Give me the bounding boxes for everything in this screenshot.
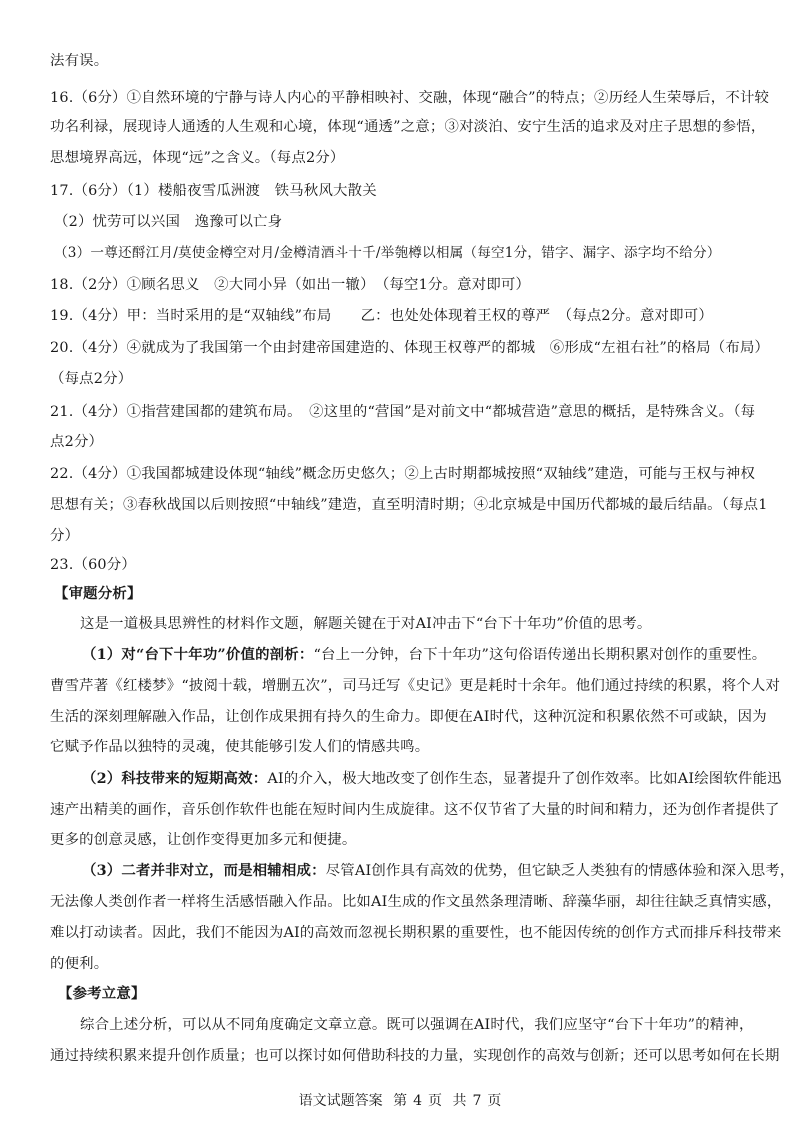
- footer-title: 语文试题答案: [298, 1093, 383, 1109]
- paragraph-line: 更多的创意灵感，让创作变得更加多元和便捷。: [50, 832, 357, 848]
- page-footer: [0, 1092, 800, 1110]
- answer-21-line-1: 21.（4分）①指营建国都的建筑布局。 ②这里的“营国”是对前文中“都城营造”意思的概括，是特殊含义。（每: [50, 404, 756, 420]
- answer-18: 18.（2分）①顾名思义 ②大同小异（如出一辙） （每空1分。意对即可）: [50, 277, 531, 293]
- paragraph-line: 生活的深刻理解融入作品，让创作成果拥有持久的生命力。即便在AI时代，这种沉淀和积累依然不可或缺，因为: [50, 709, 767, 725]
- answer-19: 19.（4分）甲：当时采用的是“双轴线”布局 乙：也处处体现着王权的尊严 （每点2分。意对即可）: [50, 308, 713, 324]
- footer-total-pages: 7: [472, 1093, 482, 1109]
- paragraph-line: [82, 770, 782, 788]
- point-1-text: “台上一分钟，台下十年功”这句俗语传递出长期积累对创作的重要性。: [313, 647, 767, 663]
- paragraph-line: [82, 862, 795, 880]
- answer-23-heading: 23.（60分）: [50, 557, 136, 573]
- paragraph-line: 曹雪芹著《红楼梦》“披阅十载，增删五次”，司马迁写《史记》更是耗时十余年。他们通过持续的积累，将个人对: [50, 678, 781, 694]
- paragraph-line: [82, 646, 767, 664]
- answer-22-line-1: 22.（4分）①我国都城建设体现“轴线”概念历史悠久；②上古时期都城按照“双轴线”建造，可能与王权与神权: [50, 466, 756, 482]
- footer-total-prefix: 共: [452, 1093, 467, 1109]
- paragraph-line: 速产出精美的画作，音乐创作软件也能在短时间内生成旋律。这不仅节省了大量的时间和精力，还为创作者提供了: [50, 802, 780, 818]
- paragraph-line: 这是一道极具思辨性的材料作文题，解题关键在于对AI冲击下“台下十年功”价值的思考。: [80, 616, 652, 632]
- paragraph-line: 无法像人类创作者一样将生活感悟融入作品。比如AI生成的作文虽然条理清晰、辞藻华丽，却往往缺乏真情实感，: [50, 894, 782, 910]
- answer-22-line-2: 思想有关；③春秋战国以后则按照“中轴线”建造，直至明清时期；④北京城是中国历代都城的最后结晶。（每点1: [50, 497, 768, 513]
- section-heading-analysis: 【审题分析】: [54, 585, 142, 602]
- paragraph-line: 综合上述分析，可以从不同角度确定文章立意。既可以强调在AI时代，我们应坚守“台下十年功”的精神，: [80, 1017, 754, 1033]
- section-heading-theme: 【参考立意】: [58, 985, 146, 1002]
- answer-17-line-2: （2）忧劳可以兴国 逸豫可以亡身: [54, 214, 283, 230]
- paragraph-line: 难以打动读者。因此，我们不能因为AI的高效而忽视长期积累的重要性，也不能因传统的创作方式而排斥科技带来: [50, 925, 782, 941]
- point-2-text: AI的介入，极大地改变了创作生态，显著提升了创作效率。比如AI绘图软件能迅: [267, 771, 782, 787]
- answer-20-line-1: 20.（4分）④就成为了我国第一个由封建帝国建造的、体现王权尊严的都城 ⑥形成“左祖右社”的格局（布局）: [50, 340, 770, 356]
- answer-22-line-3: 分）: [50, 528, 80, 544]
- footer-total-unit: 页: [487, 1093, 502, 1109]
- footer-page-unit: 页: [428, 1093, 442, 1109]
- answer-16-line-2: 功名利禄，展现诗人通透的人生观和心境，体现“通透”之意；③对淡泊、安宁生活的追求及对庄子思想的参悟，: [50, 119, 766, 135]
- answer-21-line-2: 点2分）: [50, 434, 104, 450]
- footer-page-number: 4: [413, 1093, 422, 1109]
- point-3-heading: （3）二者并非对立，而是相辅相成：: [82, 862, 326, 879]
- answer-20-line-2: （每点2分）: [50, 371, 133, 387]
- point-3-text: 尽管AI创作具有高效的优势，但它缺乏人类独有的情感体验和深入思考，: [325, 863, 795, 879]
- point-1-heading: （1）对“台下十年功”价值的剖析：: [82, 646, 314, 663]
- paragraph-line: 的便利。: [50, 956, 109, 972]
- paragraph-line: 通过持续积累来提升创作质量；也可以探讨如何借助科技的力量，实现创作的高效与创新；还可以思考如何在长期: [50, 1048, 780, 1064]
- footer-page-prefix: 第: [393, 1093, 408, 1109]
- point-2-heading: （2）科技带来的短期高效：: [82, 770, 268, 787]
- answer-16-line-1: 16.（6分）①自然环境的宁静与诗人内心的平静相映衬、交融，体现“融合”的特点；②历经人生荣辱后，不计较: [50, 90, 770, 106]
- answer-17-line-1: 17.（6分）（1）楼船夜雪瓜洲渡 铁马秋风大散关: [50, 183, 377, 199]
- answer-17-line-3: （3）一尊还酹江月/莫使金樽空对月/金樽清酒斗十千/举匏樽以相属（每空1分，错字、漏字、添字均不给分）: [54, 245, 721, 261]
- paragraph-line: 它赋予作品以独特的灵魂，使其能够引发人们的情感共鸣。: [50, 739, 430, 755]
- text-line: 法有误。: [50, 53, 109, 69]
- answer-16-line-3: 思想境界高远，体现“远”之含义。（每点2分）: [50, 150, 345, 166]
